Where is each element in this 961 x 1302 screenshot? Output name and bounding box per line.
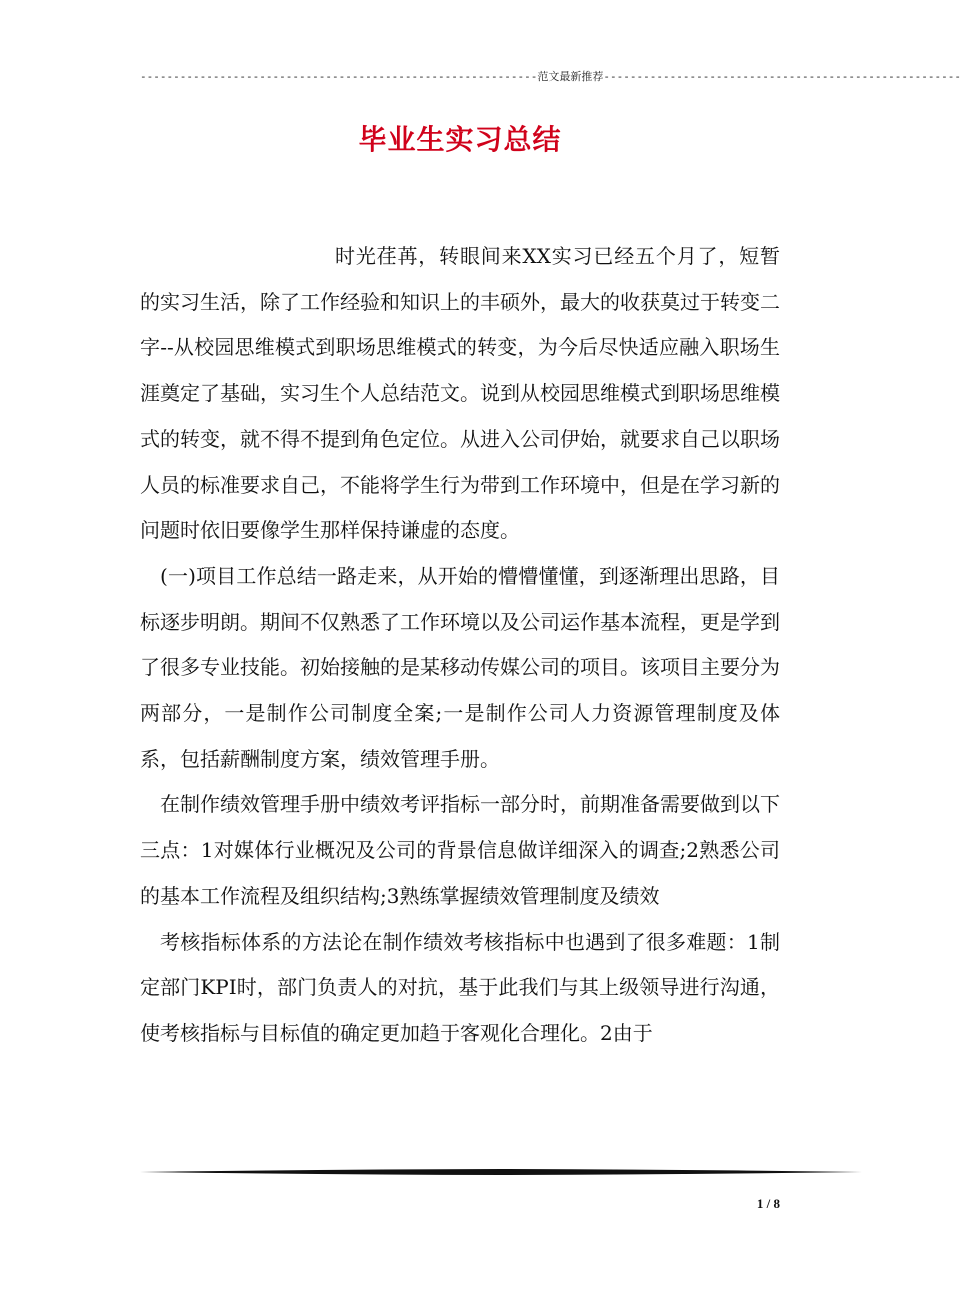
- footer-divider: [140, 1168, 862, 1176]
- document-title: 毕业生实习总结: [358, 123, 562, 156]
- paragraph-performance-prep: 在制作绩效管理手册中绩效考评指标一部分时，前期准备需要做到以下三点：1对媒体行业概况及公司的背景信息做详细深入的调查;2熟悉公司的基本工作流程及组织结构;3熟练掌握绩效管理制度及绩效: [140, 792, 780, 908]
- paragraph-intro: 时光荏苒，转眼间来XX实习已经五个月了，短暂的实习生活，除了工作经验和知识上的丰硕外，最大的收获莫过于转变二字--从校园思维模式到职场思维模式的转变，为今后尽快适应融入职场生涯奠定了基础，实习生个人总结范文。说到从校园思维模式到职场思维模式的转变，就不得不提到角色定位。从进入公司伊始，就要求自己以职场人员的标准要求自己，不能将学生行为带到工作环境中，但是在学习新的问题时依旧要像学生那样保持谦虚的态度。: [140, 244, 780, 543]
- page-number: 1 / 8: [756, 1196, 780, 1211]
- paragraph-project-summary: (一)项目工作总结一路走来，从开始的懵懵懂懂，到逐渐理出思路，目标逐步明朗。期间不仅熟悉了工作环境以及公司运作基本流程，更是学到了很多专业技能。初始接触的是某移动传媒公司的项目。该项目主要分为两部分，一是制作公司制度全案;一是制作公司人力资源管理制度及体系，包括薪酬制度方案，绩效管理手册。: [140, 563, 780, 771]
- paragraph-kpi-difficulties: 考核指标体系的方法论在制作绩效考核指标中也遇到了很多难题：1制定部门KPI时，部门负责人的对抗，基于此我们与其上级领导进行沟通，使考核指标与目标值的确定更加趋于客观化合理化。2由于: [140, 929, 780, 1045]
- document-body: [140, 234, 780, 1057]
- page-header: ------------------------------------------------------------范文最新推荐------------------------------------------------------: [140, 70, 961, 83]
